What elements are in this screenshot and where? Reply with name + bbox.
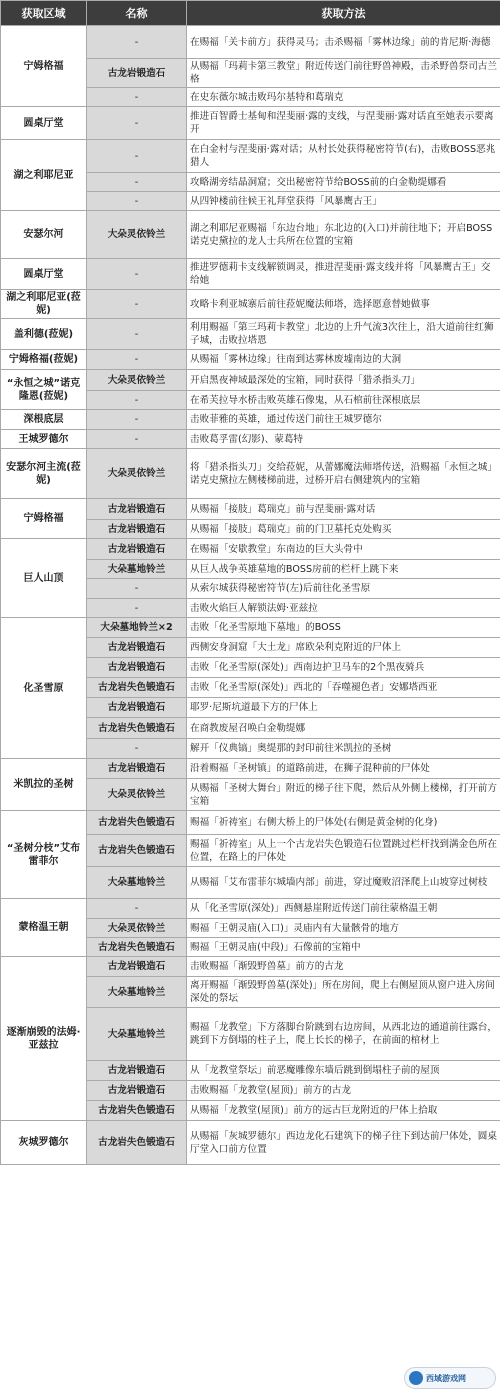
item-name-cell: 古龙岩锻造石 (87, 638, 187, 658)
method-cell: 从赐福「艾布雷菲尔城墙内部」前进，穿过魔败沼泽爬上山坡穿过树枝 (187, 867, 500, 899)
region-cell: 宁姆格福(菈妮) (1, 350, 87, 370)
method-cell: 解开「仪典镐」奥缇那的封印前往米凯拉的圣树 (187, 739, 500, 759)
table-row (1, 899, 500, 919)
method-cell: 击败火焰巨人解锁法姆·亚兹拉 (187, 599, 500, 618)
method-cell: 赐福「龙教堂」下方落脚台阶跳到右边房间，从西北边的通道前往露台，跳到下方倒塌的柱子上，爬上长长的梯子，在前面的棺材上 (187, 1008, 500, 1061)
method-cell: 击败赐福「渐毁野兽墓」前方的古龙 (187, 957, 500, 977)
item-name-cell: 古龙岩失色锻造石 (87, 938, 187, 957)
item-name-cell: - (87, 410, 187, 430)
method-cell: 赐福「祈祷室」从上一个古龙岩失色锻造石位置跳过栏杆找到满金色所在位置，在路上的尸体处 (187, 835, 500, 867)
region-cell: 圆桌厅堂 (1, 259, 87, 290)
method-cell: 开启黑夜神域最深处的宝箱，同时获得「猎杀指头刀」 (187, 370, 500, 391)
item-name-cell: 古龙岩锻造石 (87, 520, 187, 539)
region-cell: 王城罗德尔 (1, 430, 87, 449)
item-name-cell: 大朵灵依铃兰 (87, 919, 187, 938)
item-name-cell: 大朵墓地铃兰×2 (87, 618, 187, 638)
item-name-cell: 古龙岩失色锻造石 (87, 811, 187, 835)
region-cell: 化圣雪原 (1, 618, 87, 759)
table-row (1, 319, 500, 350)
item-name-cell: - (87, 107, 187, 140)
method-cell: 从赐福「接肢」葛瑞克」前的门卫墓托克处购买 (187, 520, 500, 539)
item-name-cell: 大朵灵依铃兰 (87, 449, 187, 499)
method-cell: 湖之利耶尼亚赐福「东边台地」东北边的(入口)并前往地下；开启BOSS诺克史黛拉的龙人士兵所在位置的宝箱 (187, 211, 500, 259)
region-cell: 深根底层 (1, 410, 87, 430)
method-cell: 利用赐福「第三玛莉卡教堂」北边的上升气流3次往上，沿大道前往红狮子城，击败拉塔恩 (187, 319, 500, 350)
table-row (1, 140, 500, 173)
method-cell: 推进百智爵士基甸和涅斐丽·露的支线，与涅斐丽·露对话直至她表示要离开 (187, 107, 500, 140)
item-name-cell: 古龙岩锻造石 (87, 1061, 187, 1081)
item-name-cell: 大朵墓地铃兰 (87, 977, 187, 1008)
item-name-cell: - (87, 140, 187, 173)
method-cell: 从赐福「圣树大舞台」附近的梯子往下爬，然后从外侧上楼梯，打开前方宝箱 (187, 779, 500, 811)
region-cell: 湖之利耶尼亚 (1, 140, 87, 211)
method-cell: 击败「化圣雪原(深处)」西北的「吞噬褪色者」安娜塔西亚 (187, 678, 500, 698)
table-row (1, 539, 500, 560)
item-name-cell: - (87, 290, 187, 319)
table-row (1, 430, 500, 449)
method-cell: 在赐福「关卡前方」获得灵马；击杀赐福「雾林边缘」前的肯尼斯·海德 (187, 26, 500, 59)
method-cell: 从赐福「龙教堂(屋顶)」前方的远古巨龙附近的尸体上拾取 (187, 1101, 500, 1121)
region-cell: “永恒之城”诺克隆恩(菈妮) (1, 370, 87, 410)
region-cell: 盖利德(菈妮) (1, 319, 87, 350)
region-cell: 灰城罗德尔 (1, 1121, 87, 1165)
method-cell: 在希芙拉导水桥击败英雄石像鬼，从石棺前往深根底层 (187, 391, 500, 410)
method-cell: 击败菲雅的英雄，通过传送门前往王城罗德尔 (187, 410, 500, 430)
method-cell: 从赐福「接肢」葛瑞克」前与涅斐丽·露对话 (187, 499, 500, 520)
item-name-cell: 古龙岩锻造石 (87, 698, 187, 718)
method-cell: 从四钟楼前往候王礼拜堂获得「风暴鹰古王」 (187, 192, 500, 211)
method-cell: 离开赐福「渐毁野兽墓(深处)」所在房间，爬上右侧屋顶从窗户进入房间深处的祭坛 (187, 977, 500, 1008)
region-cell: 宁姆格福 (1, 26, 87, 107)
region-cell: 巨人山顶 (1, 539, 87, 618)
item-name-cell: - (87, 259, 187, 290)
item-name-cell: - (87, 319, 187, 350)
item-name-cell: - (87, 579, 187, 599)
table-row (1, 211, 500, 259)
method-cell: 赐福「祈祷室」右侧大桥上的尸体处(右侧是黄金树的化身) (187, 811, 500, 835)
region-cell: 安瑟尔河 (1, 211, 87, 259)
method-cell: 攻略湖旁结晶洞窟；交出秘密符节给BOSS前的白金勒缇娜看 (187, 173, 500, 192)
item-name-cell: 大朵灵依铃兰 (87, 211, 187, 259)
method-cell: 在商教废屋召唤白金勒缇娜 (187, 718, 500, 739)
table-row (1, 350, 500, 370)
method-cell: 赐福「王朝灵庙(中段)」石像前的宝箱中 (187, 938, 500, 957)
item-name-cell: 古龙岩锻造石 (87, 59, 187, 88)
method-cell: 从「龙教堂祭坛」前恶魔雕像东墙后跳到倒塌柱子前的屋顶 (187, 1061, 500, 1081)
watermark-logo (404, 1367, 496, 1389)
method-cell: 击败葛孚雷(幻影)、蒙葛特 (187, 430, 500, 449)
method-cell: 在史东薇尔城击败玛尔基特和葛瑞克 (187, 88, 500, 107)
item-name-cell: - (87, 430, 187, 449)
header-row (1, 1, 500, 26)
table-row (1, 499, 500, 520)
region-cell: 安瑟尔河主流(菈妮) (1, 449, 87, 499)
header-name: 名称 (87, 1, 187, 26)
method-cell: 击败「化圣雪原(深处)」西南边护卫马车的2个黑夜骑兵 (187, 658, 500, 678)
item-name-cell: 古龙岩失色锻造石 (87, 1121, 187, 1165)
method-cell: 击败「化圣雪原地下墓地」的BOSS (187, 618, 500, 638)
item-name-cell: 大朵灵依铃兰 (87, 779, 187, 811)
method-cell: 击败赐福「龙教堂(屋顶)」前方的古龙 (187, 1081, 500, 1101)
method-cell: 赐福「王朝灵庙(入口)」灵庙内有大量骸骨的地方 (187, 919, 500, 938)
method-cell: 将「猎杀指头刀」交给菈妮，从蕾娜魔法师塔传送，沿赐福「永恒之城」诺克史黛拉左侧楼梯前进，过桥开启右侧建筑内的宝箱 (187, 449, 500, 499)
region-cell: 蒙格温王朝 (1, 899, 87, 957)
method-cell: 沿着赐福「圣树镇」的道路前进，在狮子混种前的尸体处 (187, 759, 500, 779)
table-row (1, 1121, 500, 1165)
item-name-cell: - (87, 599, 187, 618)
region-cell: 逐渐崩毁的法姆·亚兹拉 (1, 957, 87, 1121)
item-name-cell: 古龙岩锻造石 (87, 499, 187, 520)
table-row (1, 957, 500, 977)
item-name-cell: 古龙岩锻造石 (87, 759, 187, 779)
item-name-cell: 古龙岩锻造石 (87, 1081, 187, 1101)
table-row (1, 759, 500, 779)
table-row (1, 259, 500, 290)
region-cell: 米凯拉的圣树 (1, 759, 87, 811)
region-cell: 圆桌厅堂 (1, 107, 87, 140)
item-name-cell: 古龙岩失色锻造石 (87, 718, 187, 739)
item-name-cell: - (87, 391, 187, 410)
table-row (1, 449, 500, 499)
item-name-cell: 大朵墓地铃兰 (87, 1008, 187, 1061)
method-cell: 攻略卡利亚城寨后前往菈妮魔法师塔，选择愿意替她做事 (187, 290, 500, 319)
table-row (1, 26, 500, 59)
item-name-cell: - (87, 173, 187, 192)
item-name-cell: 大朵灵依铃兰 (87, 370, 187, 391)
table-row (1, 370, 500, 391)
item-name-cell: - (87, 88, 187, 107)
method-cell: 从「化圣雪原(深处)」西侧悬崖附近传送门前往蒙格温王朝 (187, 899, 500, 919)
table-row (1, 290, 500, 319)
method-cell: 从赐福「玛莉卡第三教堂」附近传送门前往野兽神殿，击杀野兽祭司古兰格 (187, 59, 500, 88)
header-method: 获取方法 (187, 1, 500, 26)
item-name-cell: 古龙岩失色锻造石 (87, 678, 187, 698)
region-cell: “圣树分枝”艾布雷菲尔 (1, 811, 87, 899)
header-region: 获取区域 (1, 1, 87, 26)
method-cell: 从索尔城获得秘密符节(左)后前往化圣雪原 (187, 579, 500, 599)
table-row (1, 107, 500, 140)
watermark-icon (409, 1371, 423, 1385)
table-row (1, 618, 500, 638)
item-name-cell: - (87, 192, 187, 211)
region-cell: 宁姆格福 (1, 499, 87, 539)
method-cell: 耶罗·尼斯坑道最下方的尸体上 (187, 698, 500, 718)
item-name-cell: - (87, 350, 187, 370)
item-name-cell: 古龙岩锻造石 (87, 539, 187, 560)
table-body (1, 26, 500, 1165)
item-name-cell: 大朵墓地铃兰 (87, 867, 187, 899)
watermark-text: 西域游戏网 (426, 1373, 466, 1383)
table-row (1, 410, 500, 430)
method-cell: 在白金村与涅斐丽·露对话；从村长处获得秘密符节(右)，击败BOSS恶兆猎人 (187, 140, 500, 173)
item-name-cell: 古龙岩失色锻造石 (87, 1101, 187, 1121)
region-cell: 湖之利耶尼亚(菈妮) (1, 290, 87, 319)
item-name-cell: - (87, 26, 187, 59)
method-cell: 在赐福「安歇教堂」东南边的巨大头骨中 (187, 539, 500, 560)
item-name-cell: 古龙岩失色锻造石 (87, 835, 187, 867)
item-name-cell: - (87, 899, 187, 919)
method-cell: 从赐福「灰城罗德尔」西边龙化石建筑下的梯子往下到达前尸体处，圆桌厅堂入口前方位置 (187, 1121, 500, 1165)
method-cell: 从巨人战争英雄墓地的BOSS房前的栏杆上跳下来 (187, 560, 500, 579)
table-row (1, 811, 500, 835)
method-cell: 西侧安身洞窟「大土龙」席欧朵利克附近的尸体上 (187, 638, 500, 658)
method-cell: 推进罗德莉卡支线解锁调灵，推进涅斐丽·露支线并将「风暴鹰古王」交给她 (187, 259, 500, 290)
item-name-cell: 古龙岩锻造石 (87, 957, 187, 977)
item-name-cell: 大朵墓地铃兰 (87, 560, 187, 579)
item-name-cell: - (87, 739, 187, 759)
method-cell: 从赐福「雾林边缘」往南到达雾林废墟南边的大洞 (187, 350, 500, 370)
item-name-cell: 古龙岩锻造石 (87, 658, 187, 678)
